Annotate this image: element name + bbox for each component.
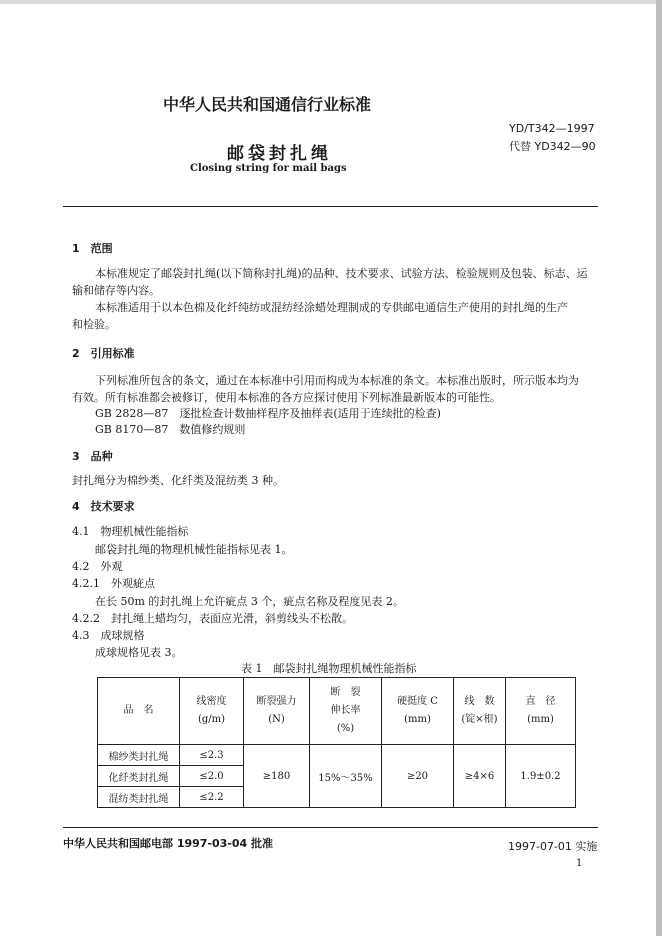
footer-rule (63, 827, 598, 828)
table-row (98, 745, 576, 766)
section-1-para-2-line-2: 和检验。 (72, 318, 116, 331)
reference-gb2828: GB 2828—87 逐批检查计数抽样程序及抽样表(适用于连续批的检查) (95, 407, 441, 420)
section-4-heading: 4 技术要求 (72, 500, 135, 513)
reference-gb8170: GB 8170—87 数值修约规则 (95, 423, 246, 436)
section-4-3-para: 成球规格见表 3。 (95, 646, 183, 659)
section-4-1-heading: 4.1 物理机械性能指标 (72, 525, 189, 538)
section-1-heading: 1 范围 (72, 242, 113, 255)
row-density-cotton: ≤2.3 (180, 745, 244, 766)
row-density-synthetic: ≤2.0 (180, 766, 244, 787)
section-4-3-heading: 4.3 成球规格 (72, 629, 145, 642)
row-name-blended: 混纺类封扎绳 (98, 787, 180, 808)
row-density-blended: ≤2.2 (180, 787, 244, 808)
section-3-para: 封扎绳分为棉纱类、化纤类及混纺类 3 种。 (72, 474, 284, 487)
header-cell-elongation: 断 裂 伸长率 (%) (310, 678, 382, 745)
header-cell-hardness: 硬挺度 C (mm) (382, 678, 454, 745)
header-cell-name: 品 名 (98, 678, 180, 745)
cell-diameter: 1.9±0.2 (506, 745, 576, 808)
section-4-2-heading: 4.2 外观 (72, 560, 123, 573)
section-2-para-line-1: 下列标准所包含的条文，通过在本标准中引用而构成为本标准的条文。本标准出版时，所示版本均为 (95, 374, 579, 387)
header-cell-count: 线 数 (锭×根) (454, 678, 506, 745)
row-name-cotton: 棉纱类封扎绳 (98, 745, 180, 766)
section-3-heading: 3 品种 (72, 450, 113, 463)
page-number: 1 (576, 858, 583, 869)
effective-date: 1997-07-01 实施 (508, 840, 598, 853)
table-1-header-row (98, 678, 576, 745)
header-cell-density: 线密度 (g/m) (180, 678, 244, 745)
approval-statement: 中华人民共和国邮电部 1997-03-04 批准 (63, 837, 274, 850)
row-name-synthetic: 化纤类封扎绳 (98, 766, 180, 787)
scan-edge-top (0, 0, 662, 4)
document-title-cn: 邮袋封扎绳 (227, 144, 332, 164)
table-1-caption: 表 1 邮袋封扎绳物理机械性能指标 (241, 662, 417, 675)
cell-hardness: ≥20 (382, 745, 454, 808)
cell-count: ≥4×6 (454, 745, 506, 808)
cell-strength: ≥180 (244, 745, 310, 808)
section-4-2-2-para: 4.2.2 封扎绳上蜡均匀，表面应光滑，斜剪线头不松散。 (72, 612, 353, 625)
section-4-2-1-para: 在长 50m 的封扎绳上允许疵点 3 个，疵点名称及程度见表 2。 (95, 595, 404, 608)
document-title-en: Closing string for mail bags (190, 163, 347, 174)
standard-number: YD/T342—1997 (509, 122, 595, 135)
table-1 (97, 677, 576, 808)
header-rule (63, 206, 598, 207)
section-2-para-line-2: 有效。所有标准都会被修订，使用本标准的各方应探讨使用下列标准最新版本的可能性。 (72, 391, 501, 404)
header-cell-diameter: 直 径 (mm) (506, 678, 576, 745)
section-4-2-1-heading: 4.2.1 外观疵点 (72, 577, 155, 590)
header-cell-strength: 断裂强力 (N) (244, 678, 310, 745)
cell-elongation: 15%～35% (310, 745, 382, 808)
standard-organization: 中华人民共和国通信行业标准 (163, 95, 372, 114)
replaces-standard: 代替 YD342—90 (509, 140, 596, 153)
section-1-para-2-line-1: 本标准适用于以本色棉及化纤纯纺或混纺经涂蜡处理制成的专供邮电通信生产使用的封扎绳的生产 (95, 301, 568, 314)
section-2-heading: 2 引用标准 (72, 347, 135, 360)
section-4-1-para: 邮袋封扎绳的物理机械性能指标见表 1。 (95, 543, 293, 556)
scan-edge-right (656, 0, 662, 936)
section-1-para-1-line-2: 输和储存等内容。 (72, 284, 160, 297)
section-1-para-1-line-1: 本标准规定了邮袋封扎绳(以下简称封扎绳)的品种、技术要求、试验方法、检验规则及包装、标志、运 (95, 267, 588, 280)
